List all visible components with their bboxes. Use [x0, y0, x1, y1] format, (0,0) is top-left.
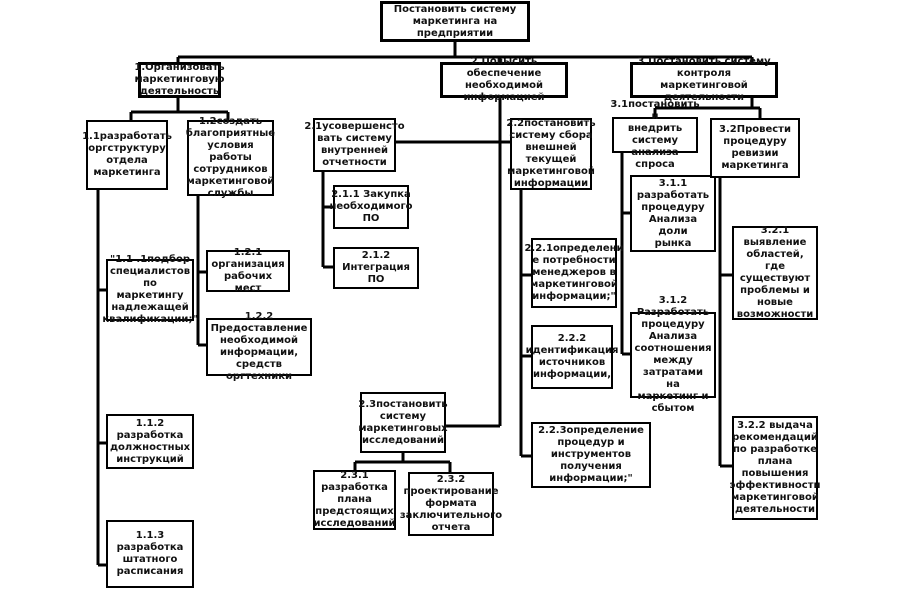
node-1-1-2-label: 1.1.2 разработка должностных инструкций: [109, 417, 191, 465]
node-1-1: [82, 120, 172, 190]
node-3-2-1: [732, 226, 818, 320]
node-2-2: [506, 118, 596, 190]
node-2-1-1-label: 2.1.1 Закупка необходимого ПО: [329, 189, 413, 224]
node-2-1-1: [329, 185, 413, 229]
node-1-1-3-label: 1.1.3 разработка штатного расписания: [116, 530, 184, 577]
node-2-1-label: 2.1усовершенсто вать систему внутренней отчетности: [304, 121, 405, 168]
node-2-2-label: 2.2постановить систему сбора внешней текущей маркетинговой информации: [506, 118, 596, 189]
branch-1-node: [134, 62, 225, 98]
node-2-2-2-label: 2.2.2 идентификация источников информации,: [525, 333, 619, 380]
node-1-1-3: [106, 520, 194, 588]
node-3-1-2: [630, 295, 716, 414]
branch-2-label: 2.Повысить обеспечение необходимой информацией: [463, 56, 545, 103]
root-node-label: Постановить систему маркетинга на предприятии: [393, 3, 517, 39]
node-2-3: [360, 392, 446, 453]
node-2-3-1: [313, 470, 396, 530]
node-1-2: [185, 116, 276, 199]
node-2-2-1-label: 2.2.1определени е потребности менеджеров в маркетинговой информации;": [524, 243, 624, 302]
node-2-3-2: [399, 472, 503, 536]
node-1-1-1-label: "1.1 .1подбор специалистов по маркетингу надлежащей квалификации;": [102, 254, 198, 325]
node-2-2-1: [524, 238, 624, 308]
branch-2-node: [440, 56, 568, 103]
node-3-1-label: 3.1постановить и внедрить систему анализа спроса: [610, 99, 700, 170]
node-3-2-1-label: 3.2.1 выявление областей, где существуют проблемы и новые возможности: [736, 225, 814, 320]
node-3-2-2: [729, 416, 821, 520]
node-3-1: [610, 99, 700, 170]
node-1-1-1: [102, 254, 198, 325]
node-2-1: [304, 118, 405, 172]
node-1-2-2: [206, 311, 312, 382]
node-1-2-1-label: 1.2.1 организация рабочих мест: [211, 247, 285, 294]
node-1-1-2: [106, 414, 194, 469]
node-1-2-2-label: 1.2.2 Предоставление необходимой информации, средств оргтехники: [210, 311, 308, 382]
node-3-1-1-label: 3.1.1 разработать процедуру Анализа доли рынка: [636, 177, 710, 249]
node-3-2: [710, 118, 800, 178]
node-3-2-label: 3.2Провести процедуру ревизии маркетинга: [719, 124, 791, 171]
node-2-2-3: [531, 422, 651, 488]
node-1-2-label: 1.2создать благоприятные условия работы сотрудников маркетинговой службы: [185, 116, 276, 199]
node-3-1-2-label: 3.1.2 Разработать процедуру Анализа соотношения между затратами на маркетинг и сбытом: [634, 295, 712, 414]
node-1-1-label: 1.1разработать оргструктуру отдела маркетинга: [82, 131, 172, 178]
node-2-3-label: 2.3постановить систему маркетинговых исследований: [358, 398, 448, 446]
node-2-1-2-label: 2.1.2 Интеграция ПО: [342, 250, 410, 285]
node-2-3-2-label: 2.3.2 проектирование формата заключительного отчета: [399, 474, 503, 533]
node-3-1-1: [630, 175, 716, 252]
branch-3-label: 3.Постановить систему контроля маркетинговой деятельности: [637, 56, 771, 103]
node-3-2-2-label: 3.2.2 выдача рекомендаций по разработке плана повышения эффективности маркетинговой деятельности: [729, 420, 821, 515]
node-2-2-3-label: 2.2.3определение процедур и инструментов получения информации;": [538, 425, 644, 484]
branch-3-node: [630, 56, 778, 103]
node-2-2-2: [525, 325, 619, 389]
node-1-2-1: [206, 247, 290, 294]
root-node: [380, 1, 530, 42]
node-2-1-2: [333, 247, 419, 289]
branch-1-label: 1.Организовать маркетинговую деятельность: [134, 62, 225, 97]
node-2-3-1-label: 2.3.1 разработка плана предстоящих исследований: [313, 470, 396, 529]
